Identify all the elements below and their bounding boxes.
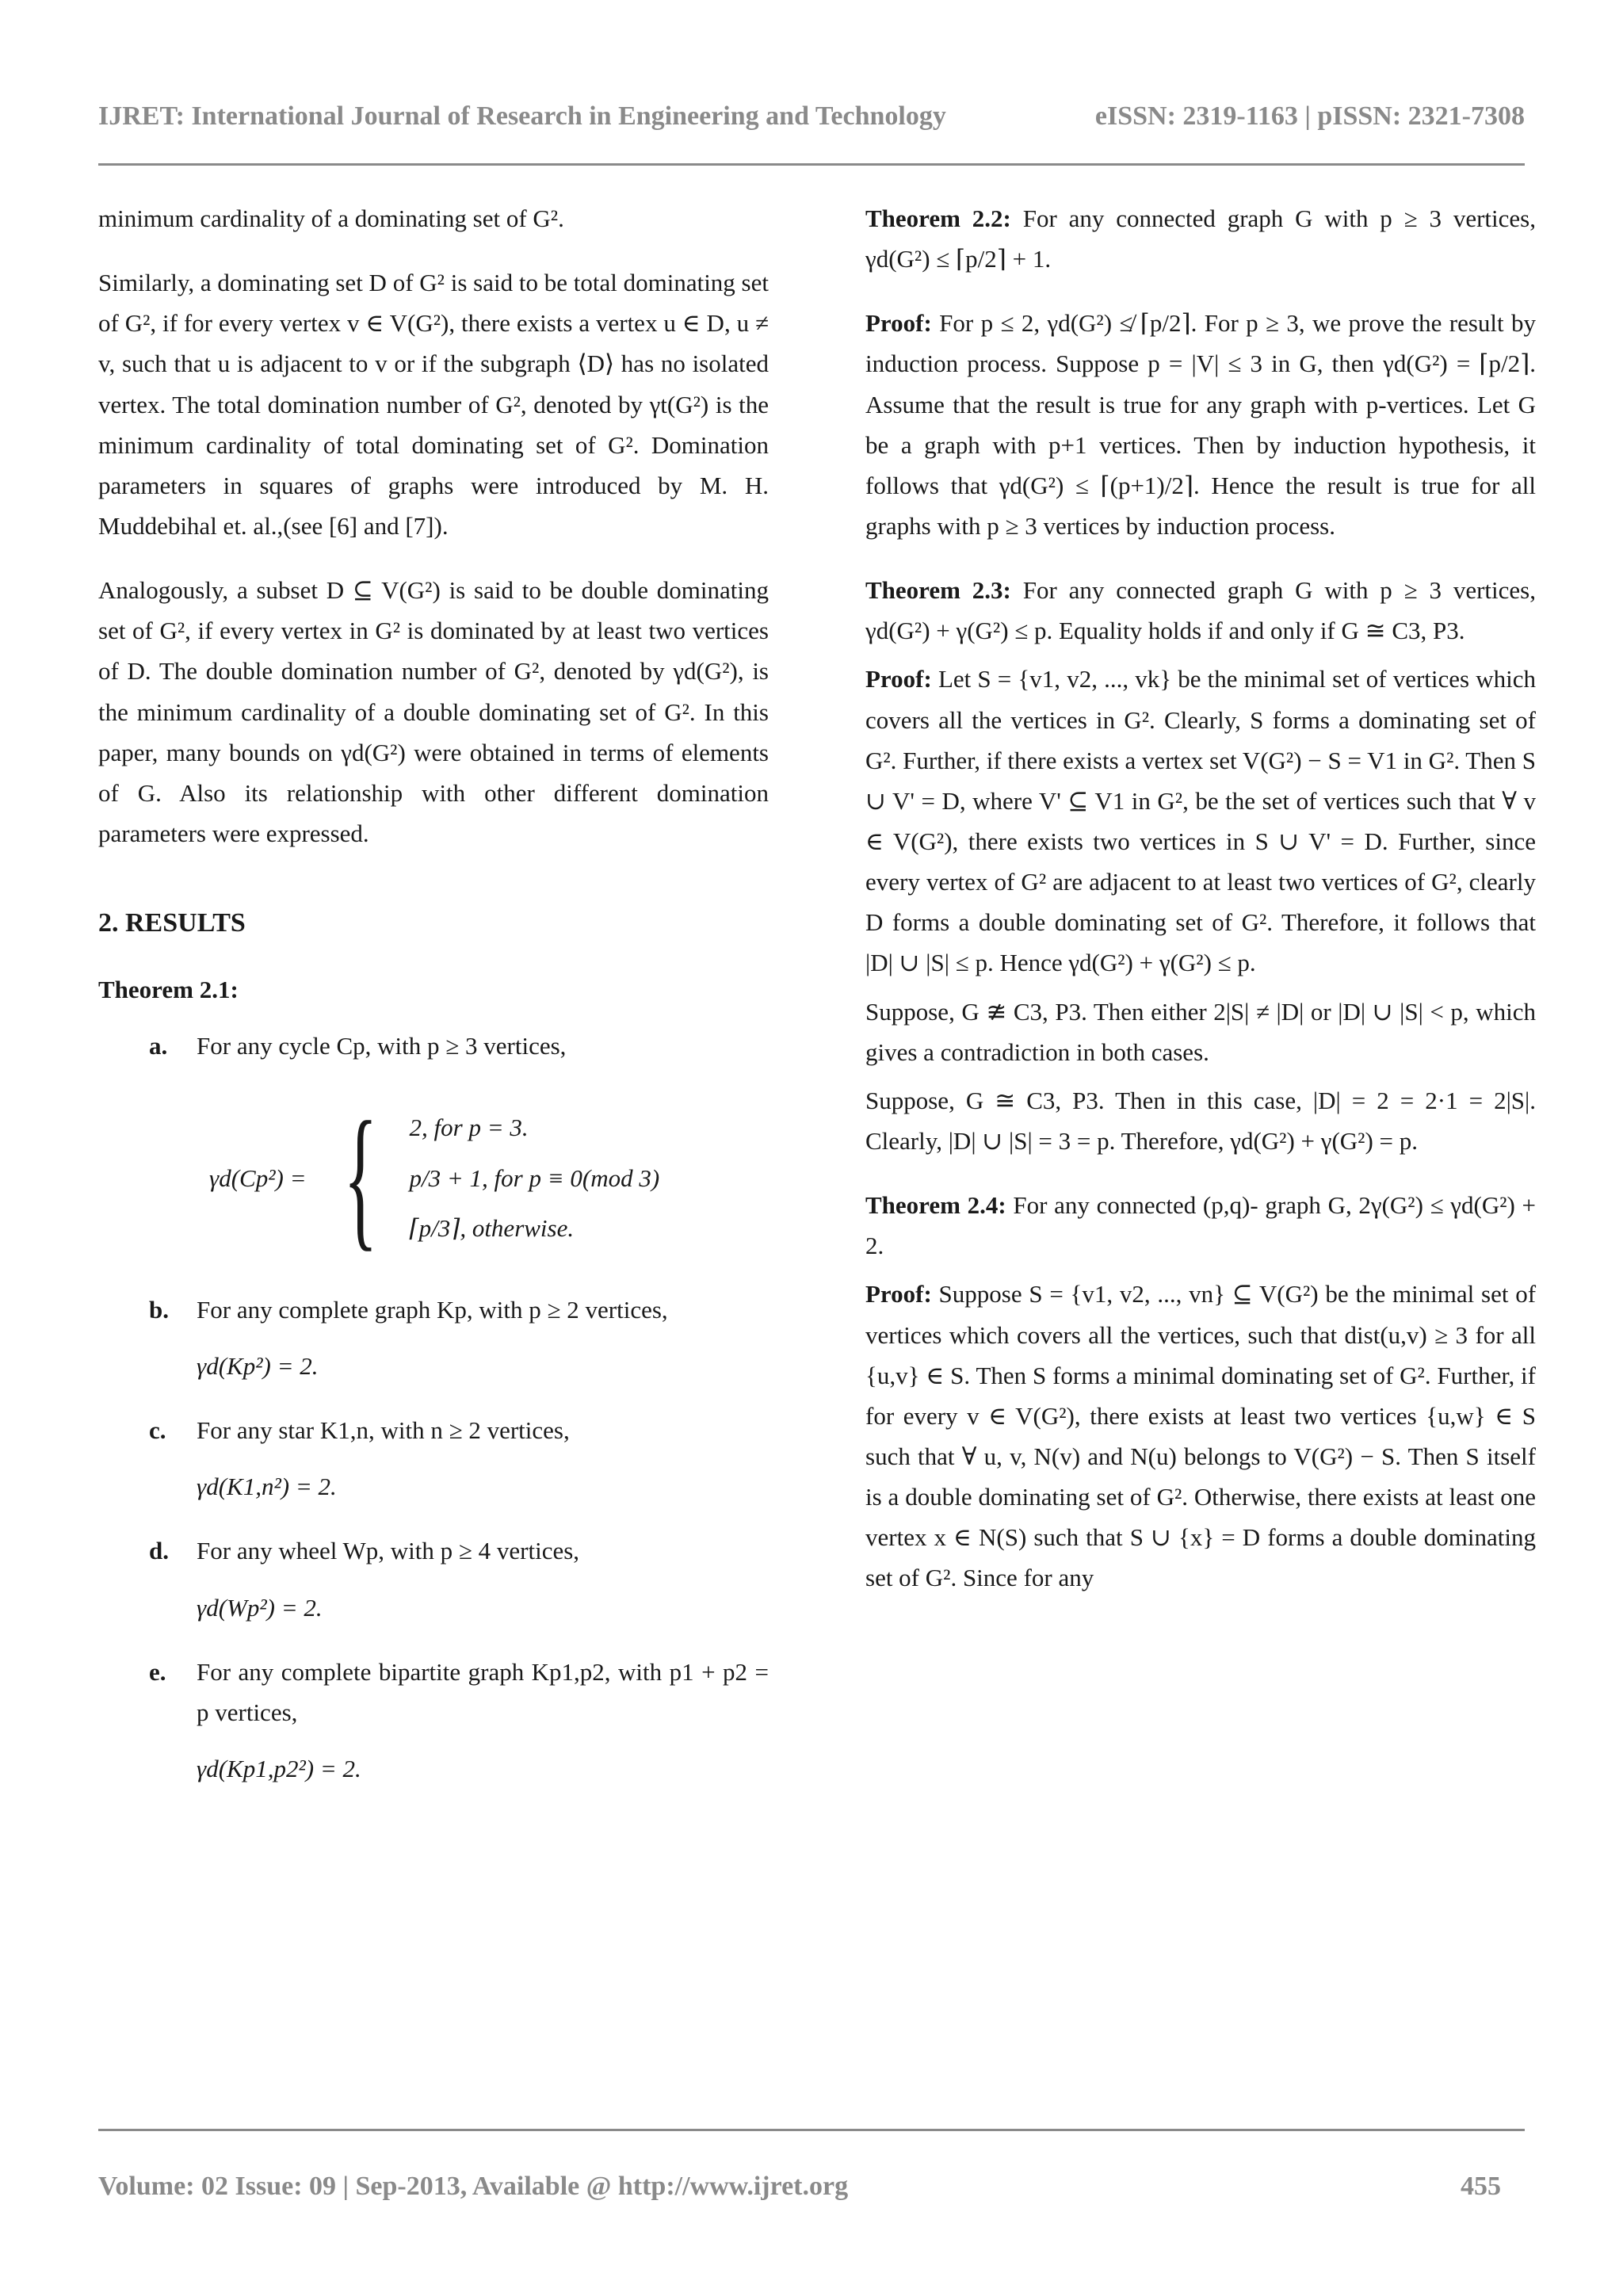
- case-row: ⌈p/3⌉, otherwise.: [409, 1213, 575, 1242]
- proof-2-2: [865, 303, 1536, 546]
- proof-text: Let S = {v1, v2, ..., vk} be the minimal set of vertices which covers all the vertices in G². Clearly, S forms a dominating set of G². Further, if there exists a vertex set V(G²) − S = V1 in G². Then S ∪ V' = D, where V' ⊆ V1 in G², be the set of vertices such that ∀ v ∈ V(G²), there exists two vertices in S ∪ V' = D. Further, since every vertex of G² are adjacent to at least two vertices of G², clearly D forms a double dominating set of G². Therefore, it follows that |D| ∪ |S| ≤ p. Hence γd(G²) + γ(G²) ≤ p.: [865, 665, 1537, 977]
- footer-rule: [98, 2129, 1525, 2131]
- theorem-text: For any connected graph G with p ≥ 3 vertices, γd(G²) + γ(G²) ≤ p. Equality holds if and only if G ≅ C3, P3.: [865, 576, 1536, 645]
- list-item: [98, 1410, 769, 1450]
- left-column: [98, 198, 769, 1813]
- brace-glyph: {: [342, 1090, 378, 1266]
- theorem-heading: Theorem 2.3:: [865, 576, 1011, 605]
- theorem-2-3: [865, 570, 1536, 651]
- item-label: a.: [149, 1032, 168, 1060]
- list-item: [98, 1289, 769, 1330]
- page-header: [98, 94, 1525, 141]
- formula: γd(Wp²) = 2.: [197, 1593, 323, 1622]
- theorem-heading: Theorem 2.1:: [98, 976, 239, 1004]
- paragraph: Similarly, a dominating set D of G² is said to be total dominating set of G², if for every vertex v ∈ V(G²), there exists a vertex u ∈ D, u ≠ v, such that u is adjacent to v or if the subgraph ⟨D⟩ has no isolated vertex. The total domination number of G², denoted by γt(G²) is the minimum cardinality of total dominating set of G². Domination parameters in squares of graphs were introduced by M. H. Muddebihal et. al.,(see [6] and [7]).: [98, 269, 769, 540]
- header-rule: [98, 163, 1525, 166]
- proof-2-4: [865, 1274, 1536, 1598]
- proof-text: For p ≤ 2, γd(G²) ≰ ⌈p/2⌉. For p ≥ 3, we prove the result by induction process. Suppose p = |V| ≤ 3 in G, then γd(G²) = ⌈p/2⌉. Assume that the result is true for any graph with p-vertices. Let G be a graph with p+1 vertices. Then by induction hypothesis, it follows that γd(G²) ≤ ⌈(p+1)/2⌉. Hence the result is true for all graphs with p ≥ 3 vertices by induction process.: [865, 309, 1536, 540]
- paragraph: Analogously, a subset D ⊆ V(G²) is said to be double dominating set of G², if every vertex in G² is dominated by at least two vertices of D. The double domination number of G², denoted by γd(G²), is the minimum cardinality of a double dominating set of G². In this paper, many bounds on γd(G²) were obtained in terms of elements of G. Also its relationship with other different domination parameters were expressed.: [98, 576, 769, 847]
- case-row: 2, for p = 3.: [409, 1114, 529, 1142]
- proof-heading: Proof:: [865, 665, 932, 693]
- item-label: c.: [149, 1416, 166, 1445]
- list-item: [98, 1026, 769, 1066]
- formula: γd(Kp²) = 2.: [197, 1352, 319, 1381]
- right-column: [865, 198, 1536, 1622]
- list-item: [98, 1652, 769, 1733]
- case-row: p/3 + 1, for p ≡ 0(mod 3): [409, 1163, 660, 1192]
- paragraph: Suppose, G ≇ C3, P3. Then either 2|S| ≠ |D| or |D| ∪ |S| < p, which gives a contradiction in both cases.: [865, 997, 1536, 1066]
- item-text: For any wheel Wp, with p ≥ 4 vertices,: [197, 1537, 580, 1565]
- section-heading: 2. RESULTS: [98, 908, 246, 938]
- proof-heading: Proof:: [865, 1280, 932, 1308]
- paragraph: minimum cardinality of a dominating set of G².: [98, 204, 564, 232]
- piecewise-formula: [209, 1090, 769, 1266]
- item-label: d.: [149, 1537, 169, 1565]
- formula-lhs: γd(Cp²) =: [209, 1163, 307, 1192]
- theorem-heading: Theorem 2.4:: [865, 1191, 1006, 1220]
- theorem-2-2: [865, 198, 1536, 279]
- issn-numbers: eISSN: 2319-1163 | pISSN: 2321-7308: [1094, 101, 1525, 131]
- item-label: b.: [149, 1295, 169, 1324]
- theorem-heading: Theorem 2.2:: [865, 204, 1011, 232]
- item-text: For any star K1,n, with n ≥ 2 vertices,: [197, 1416, 570, 1445]
- list-item: [98, 1530, 769, 1571]
- theorem-text: For any connected (p,q)- graph G, 2γ(G²) ≤ γd(G²) + 2.: [865, 1191, 1536, 1260]
- volume-info: Volume: 02 Issue: 09 | Sep-2013, Available @ http://www.ijret.org: [98, 2172, 849, 2201]
- journal-title: IJRET: International Journal of Research in Engineering and Technology: [98, 101, 946, 131]
- page-footer: [98, 2172, 1525, 2211]
- item-text: For any complete bipartite graph Kp1,p2, with p1 + p2 = p vertices,: [197, 1657, 769, 1726]
- proof-text: Suppose S = {v1, v2, ..., vn} ⊆ V(G²) be the minimal set of vertices which covers all the vertices, such that dist(u,v) ≥ 3 for all {u,v} ∈ S. Then S forms a minimal dominating set of G². Further, if for every v ∈ V(G²), there exists at least two vertices {u,w} ∈ S such that ∀ u, v, N(v) and N(u) belongs to V(G²) − S. Then S itself is a double dominating set of G². Otherwise, there exists at least one vertex x ∈ N(S) such that S ∪ {x} = D forms a double dominating set of G². Since for any: [865, 1280, 1537, 1592]
- theorem-2-4: [865, 1185, 1536, 1266]
- proof-2-3: [865, 659, 1536, 983]
- page-number: 455: [1461, 2172, 1501, 2201]
- formula: γd(K1,n²) = 2.: [197, 1473, 337, 1501]
- paragraph: Suppose, G ≅ C3, P3. Then in this case, |D| = 2 = 2·1 = 2|S|. Clearly, |D| ∪ |S| = 3 = p. Therefore, γd(G²) + γ(G²) = p.: [865, 1086, 1536, 1155]
- item-text: For any complete graph Kp, with p ≥ 2 vertices,: [197, 1295, 668, 1324]
- item-text: For any cycle Cp, with p ≥ 3 vertices,: [197, 1032, 567, 1060]
- item-label: e.: [149, 1657, 166, 1686]
- proof-heading: Proof:: [865, 309, 932, 338]
- formula: γd(Kp1,p2²) = 2.: [197, 1755, 361, 1783]
- theorem-text: For any connected graph G with p ≥ 3 vertices, γd(G²) ≤ ⌈p/2⌉ + 1.: [865, 204, 1536, 273]
